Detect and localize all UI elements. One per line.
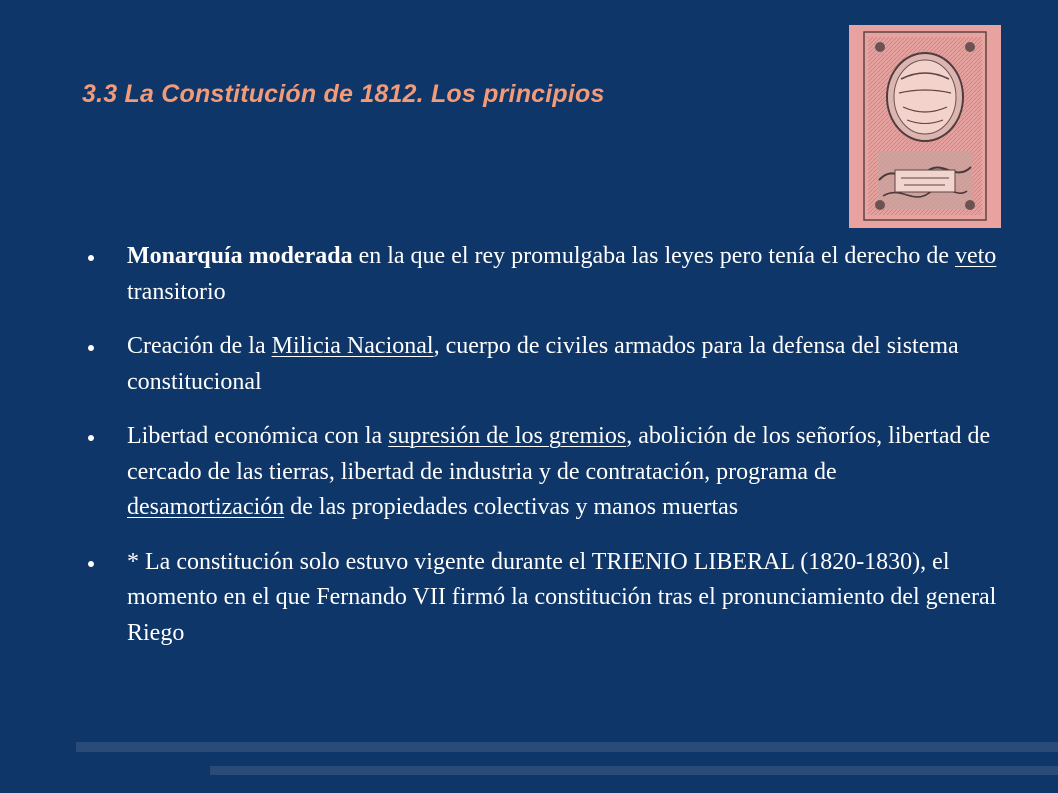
- bullet-trienio-liberal: [88, 545, 998, 652]
- bullet-text: Libertad económica con la: [127, 423, 389, 449]
- bullet-text: , cuerpo de civiles armados para la defensa del sistema constitucional: [127, 333, 959, 395]
- bullet-dot: [88, 561, 94, 567]
- constitution-image: [849, 25, 1001, 228]
- decorative-bar-top: [76, 742, 1058, 752]
- bullet-libertad-economica: [88, 419, 998, 526]
- bullet-dot: [88, 345, 94, 351]
- bullet-text: transitorio: [127, 278, 226, 305]
- bullet-text: * La constitución solo estuvo vigente durante el TRIENIO LIBERAL (1820-1830), el momento en el que Fernando VII firmó la constitución tras el pronunciamiento del general Riego: [127, 548, 997, 646]
- bullet-text: de las propiedades colectivas y manos muertas: [284, 494, 739, 520]
- bullet-dot: [88, 255, 94, 261]
- underlined-term-veto: veto: [954, 243, 997, 269]
- bullet-dot: [88, 435, 94, 441]
- underlined-term-milicia-nacional: Milicia Nacional: [271, 333, 434, 359]
- bullet-monarquia: [88, 239, 998, 310]
- bullet-list: [88, 239, 998, 670]
- underlined-term-supresion-gremios: supresión de los gremios: [388, 423, 627, 449]
- slide-title: 3.3 La Constitución de 1812. Los principios: [82, 80, 605, 108]
- decorative-bar-bottom: [210, 766, 1058, 775]
- bullet-text: Creación de la: [127, 333, 272, 359]
- bullet-milicia: [88, 329, 998, 400]
- bullet-text: , abolición de los señoríos, libertad de cercado de las tierras, libertad de industria y de contratación, programa de: [127, 423, 991, 485]
- bullet-emphasis: Monarquía moderada: [127, 243, 353, 269]
- underlined-term-desamortizacion: desamortización: [127, 494, 285, 520]
- bullet-text: en la que el rey promulgaba las leyes pero tenía el derecho de: [352, 243, 955, 269]
